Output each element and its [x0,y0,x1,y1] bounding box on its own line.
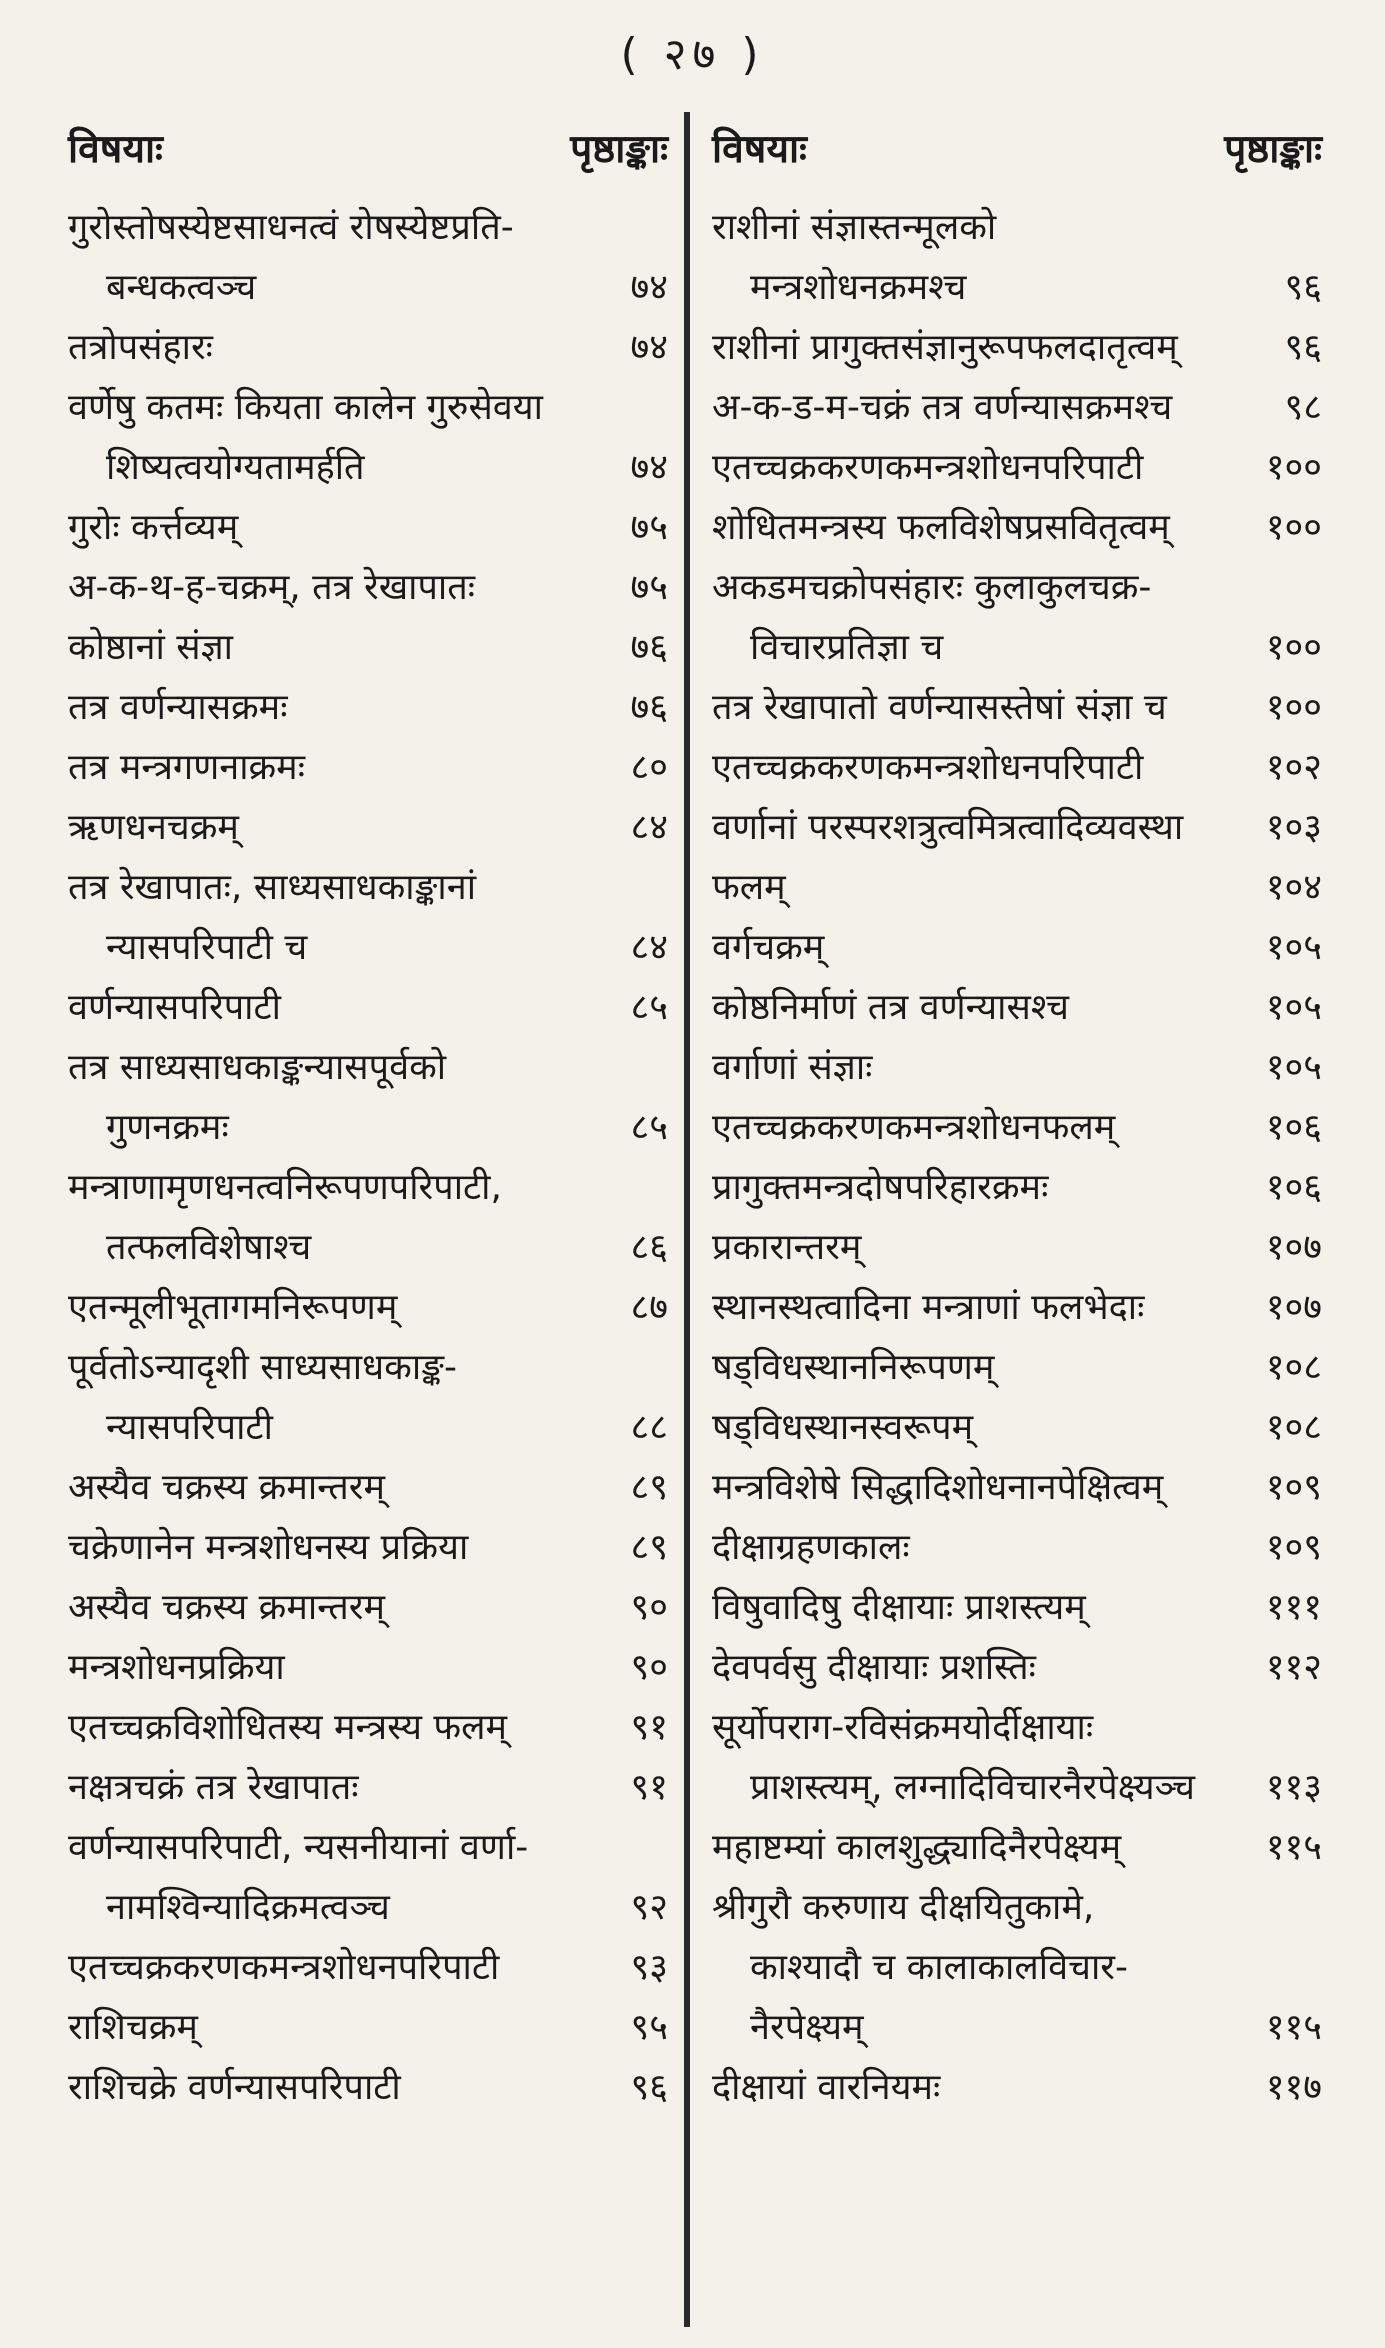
entry-page-number: १०० [1265,627,1322,668]
entry-page-number: ७६ [630,627,668,668]
toc-entry [712,200,1322,260]
entry-title: वर्णन्यासपरिपाटी, न्यसनीयानां वर्णा- [68,1827,529,1868]
entry-title: राशीनां संज्ञास्तन्मूलको [712,207,997,248]
entry-page-number: ११३ [1265,1767,1322,1808]
column-header [712,120,1322,200]
entry-page-number: ११५ [1265,1827,1322,1868]
toc-entry [68,1760,668,1820]
toc-entry [712,1940,1322,2000]
entry-title: अ-क-थ-ह-चक्रम्, तत्र रेखापातः [68,567,476,608]
toc-entry [68,740,668,800]
entry-title: मन्त्राणामृणधनत्वनिरूपणपरिपाटी, [68,1167,502,1208]
entry-page-number: १०३ [1265,807,1322,848]
column-header [68,120,668,200]
toc-entry [68,920,668,980]
toc-entry [712,800,1322,860]
entry-title: गुरोः कर्त्तव्यम् [68,507,239,548]
toc-entry [68,1160,668,1220]
toc-entry [712,1640,1322,1700]
entry-title: तत्र मन्त्रगणनाक्रमः [68,747,305,788]
entry-page-number: ९५ [630,2007,668,2048]
subject-heading: विषयाः [68,127,163,172]
entry-title: राशिचक्रम् [68,2007,198,2048]
toc-entry [68,2060,668,2120]
entry-page-number: १०८ [1265,1347,1322,1388]
toc-entry [68,1220,668,1280]
toc-entry [68,1820,668,1880]
subject-heading: विषयाः [712,127,807,172]
entry-page-number: ७४ [630,267,668,308]
entry-page-number: १०५ [1265,987,1322,1028]
column-divider [684,112,690,2327]
entry-title: ऋणधनचक्रम् [68,807,239,848]
entry-title: तत्र रेखापातो वर्णन्यासस्तेषां संज्ञा च [712,687,1167,728]
entry-title: मन्त्रविशेषे सिद्धादिशोधनानपेक्षित्वम् [712,1467,1164,1508]
toc-entry [712,1580,1322,1640]
entry-page-number: ११२ [1265,1647,1322,1688]
toc-entries-right [712,200,1322,2120]
page-number: ( २७ ) [620,29,765,80]
entry-title: षड्विधस्थानस्वरूपम् [712,1407,974,1448]
entry-title: राशिचक्रे वर्णन्यासपरिपाटी [68,2067,401,2108]
entry-title: कोष्ठानां संज्ञा [68,627,233,668]
toc-entry [68,1940,668,2000]
entry-title: श्रीगुरौ करुणाय दीक्षयितुकामे, [712,1887,1095,1928]
entry-title: देवपर्वसु दीक्षायाः प्रशस्तिः [712,1647,1036,1688]
toc-entry [712,500,1322,560]
toc-entry [68,980,668,1040]
entry-title: प्रागुक्तमन्त्रदोषपरिहारक्रमः [712,1167,1049,1208]
toc-entry [712,320,1322,380]
toc-entry [712,380,1322,440]
entry-title: तत्फलविशेषाश्च [106,1227,312,1268]
page-heading: पृष्ठाङ्काः [1224,127,1322,172]
toc-entry [68,1520,668,1580]
entry-page-number: ७५ [630,507,668,548]
toc-entry [68,2000,668,2060]
entry-page-number: ९६ [1284,327,1322,368]
toc-entry [68,500,668,560]
entry-title: कोष्ठनिर्माणं तत्र वर्णन्यासश्च [712,987,1070,1028]
toc-entry [712,1400,1322,1460]
toc-entry [68,1880,668,1940]
toc-entry [712,980,1322,1040]
entry-page-number: १०९ [1265,1467,1322,1508]
toc-entry [68,380,668,440]
toc-entry [712,1100,1322,1160]
toc-entry [68,200,668,260]
toc-entry [68,800,668,860]
toc-entry [712,740,1322,800]
entry-title: वर्णन्यासपरिपाटी [68,987,281,1028]
entry-title: एतच्चक्रकरणकमन्त्रशोधनपरिपाटी [712,447,1144,488]
toc-entry [68,260,668,320]
entry-title: वर्णेषु कतमः कियता कालेन गुरुसेवया [68,387,544,428]
entry-title: बन्धकत्वञ्च [106,267,257,308]
entry-title: न्यासपरिपाटी [106,1407,273,1448]
toc-entry [712,2000,1322,2060]
entry-page-number: ८४ [630,807,668,848]
entry-page-number: १०५ [1265,1047,1322,1088]
entry-title: अकडमचक्रोपसंहारः कुलाकुलचक्र- [712,567,1152,608]
toc-entry [68,860,668,920]
toc-entry [68,440,668,500]
entry-page-number: ८७ [630,1287,668,1328]
entry-page-number: ८९ [630,1527,668,1568]
toc-entry [712,1880,1322,1940]
toc-entry [68,320,668,380]
entry-page-number: ११५ [1265,2007,1322,2048]
entry-title: नामश्विन्यादिक्रमत्वञ्च [106,1887,390,1928]
entry-title: मन्त्रशोधनक्रमश्च [750,267,967,308]
entry-title: गुणनक्रमः [106,1107,229,1148]
entry-title: वर्गाणां संज्ञाः [712,1047,873,1088]
entry-title: नैरपेक्ष्यम् [750,2007,864,2048]
entry-page-number: ९० [630,1587,668,1628]
toc-entry [68,1400,668,1460]
entry-title: शिष्यत्वयोग्यतामर्हति [106,447,365,488]
entry-page-number: १०५ [1265,927,1322,968]
entry-page-number: ८४ [630,927,668,968]
entry-page-number: ८६ [630,1227,668,1268]
toc-entry [68,1040,668,1100]
entry-page-number: १०० [1265,447,1322,488]
entry-page-number: ८० [630,747,668,788]
entry-page-number: ७४ [630,447,668,488]
toc-entry [68,1100,668,1160]
entry-page-number: ९० [630,1647,668,1688]
entry-page-number: ९२ [630,1887,668,1928]
toc-entry [68,1580,668,1640]
entry-title: राशीनां प्रागुक्तसंज्ञानुरूपफलदातृत्वम् [712,327,1178,368]
toc-entry [712,1520,1322,1580]
toc-column-left [68,120,668,2330]
entry-title: महाष्टम्यां कालशुद्ध्यादिनैरपेक्ष्यम् [712,1827,1122,1868]
toc-entry [712,1220,1322,1280]
entry-page-number: ८८ [630,1407,668,1448]
entry-title: तत्र रेखापातः, साध्यसाधकाङ्कानां [68,867,477,908]
entry-title: विचारप्रतिज्ञा च [750,627,944,668]
entry-title: प्रकारान्तरम् [712,1227,862,1268]
entry-page-number: ७४ [630,327,668,368]
entry-title: वर्गचक्रम् [712,927,825,968]
entry-title: दीक्षायां वारनियमः [712,2067,941,2108]
entry-page-number: १०० [1265,507,1322,548]
entry-title: फलम् [712,867,786,908]
toc-entry [68,620,668,680]
toc-entry [712,1280,1322,1340]
entry-title: न्यासपरिपाटी च [106,927,308,968]
entry-page-number: ११७ [1265,2067,1322,2108]
entry-page-number: ८५ [630,1107,668,1148]
toc-entry [712,1160,1322,1220]
page-heading: पृष्ठाङ्काः [570,127,668,172]
entry-page-number: ९६ [1284,267,1322,308]
entry-page-number: ९६ [630,2067,668,2108]
entry-title: प्राशस्त्यम्, लग्नादिविचारनैरपेक्ष्यञ्च [750,1767,1195,1808]
toc-entry [68,1700,668,1760]
entry-title: एतच्चक्रविशोधितस्य मन्त्रस्य फलम् [68,1707,508,1748]
entry-page-number: १०८ [1265,1407,1322,1448]
toc-entry [712,860,1322,920]
toc-entries-left [68,200,668,2120]
entry-page-number: १११ [1265,1587,1322,1628]
entry-title: चक्रेणानेन मन्त्रशोधनस्य प्रक्रिया [68,1527,469,1568]
entry-page-number: १०९ [1265,1527,1322,1568]
entry-page-number: ८५ [630,987,668,1028]
toc-entry [712,260,1322,320]
entry-page-number: ९१ [630,1767,668,1808]
entry-page-number: १०७ [1265,1287,1322,1328]
toc-entry [712,560,1322,620]
entry-title: दीक्षाग्रहणकालः [712,1527,910,1568]
entry-page-number: १०० [1265,687,1322,728]
entry-title: सूर्योपराग-रविसंक्रमयोर्दीक्षायाः [712,1707,1094,1748]
entry-title: मन्त्रशोधनप्रक्रिया [68,1647,285,1688]
entry-title: अस्यैव चक्रस्य क्रमान्तरम् [68,1467,386,1508]
entry-title: काश्यादौ च कालाकालविचार- [750,1947,1128,1988]
entry-page-number: ९१ [630,1707,668,1748]
toc-entry [68,1640,668,1700]
entry-title: पूर्वतोऽन्यादृशी साध्यसाधकाङ्क- [68,1347,457,1388]
toc-entry [712,1460,1322,1520]
entry-page-number: १०२ [1265,747,1322,788]
toc-entry [712,1040,1322,1100]
entry-title: तत्र वर्णन्यासक्रमः [68,687,288,728]
toc-entry [712,1820,1322,1880]
entry-page-number: ७६ [630,687,668,728]
entry-title: नक्षत्रचक्रं तत्र रेखापातः [68,1767,359,1808]
entry-page-number: १०७ [1265,1227,1322,1268]
entry-page-number: ९८ [1284,387,1322,428]
entry-page-number: १०४ [1265,867,1322,908]
toc-column-right [712,120,1322,2330]
entry-title: एतन्मूलीभूतागमनिरूपणम् [68,1287,398,1328]
entry-title: वर्णानां परस्परशत्रुत्वमित्रत्वादिव्यवस्था [712,807,1184,848]
entry-title: अ-क-ड-म-चक्रं तत्र वर्णन्यासक्रमश्च [712,387,1173,428]
entry-title: गुरोस्तोषस्येष्टसाधनत्वं रोषस्येष्टप्रति- [68,207,514,248]
toc-entry [712,1340,1322,1400]
entry-page-number: ९३ [630,1947,668,1988]
entry-title: एतच्चक्रकरणकमन्त्रशोधनपरिपाटी [712,747,1144,788]
entry-page-number: ७५ [630,567,668,608]
toc-entry [712,620,1322,680]
entry-page-number: ८९ [630,1467,668,1508]
entry-title: एतच्चक्रकरणकमन्त्रशोधनपरिपाटी [68,1947,500,1988]
entry-title: षड्विधस्थाननिरूपणम् [712,1347,995,1388]
entry-title: एतच्चक्रकरणकमन्त्रशोधनफलम् [712,1107,1116,1148]
toc-entry [712,440,1322,500]
entry-title: अस्यैव चक्रस्य क्रमान्तरम् [68,1587,386,1628]
entry-page-number: १०६ [1265,1167,1322,1208]
toc-entry [712,1760,1322,1820]
entry-page-number: १०६ [1265,1107,1322,1148]
entry-title: शोधितमन्त्रस्य फलविशेषप्रसवितृत्वम् [712,507,1170,548]
entry-title: तत्रोपसंहारः [68,327,213,368]
entry-title: स्थानस्थत्वादिना मन्त्राणां फलभेदाः [712,1287,1145,1328]
toc-entry [712,920,1322,980]
toc-entry [68,680,668,740]
toc-entry [68,1280,668,1340]
toc-entry [68,560,668,620]
toc-entry [712,1700,1322,1760]
entry-title: विषुवादिषु दीक्षायाः प्राशस्त्यम् [712,1587,1086,1628]
toc-entry [712,680,1322,740]
toc-entry [68,1460,668,1520]
toc-entry [68,1340,668,1400]
toc-entry [712,2060,1322,2120]
entry-title: तत्र साध्यसाधकाङ्कन्यासपूर्वको [68,1047,447,1088]
